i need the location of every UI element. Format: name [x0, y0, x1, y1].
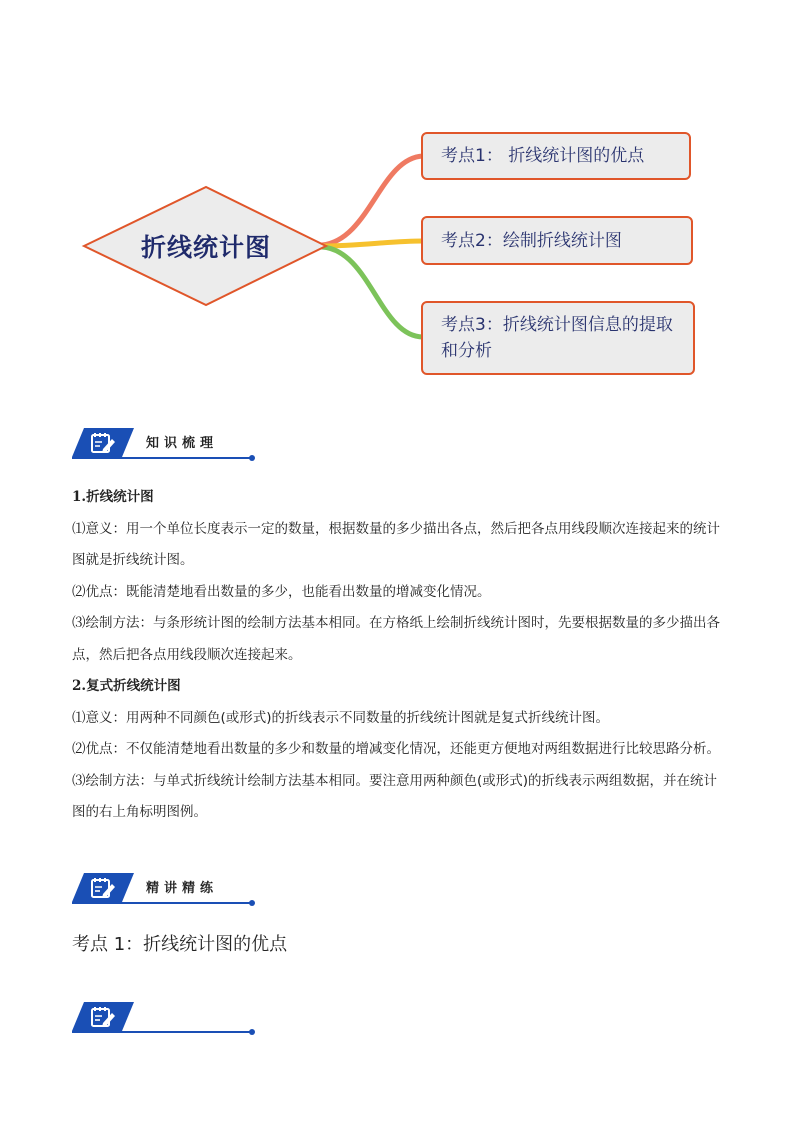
knowledge-paragraph: ⑶绘制方法：与条形统计图的绘制方法基本相同。在方格纸上绘制折线统计图时，先要根据数量的多少描出各点，然后把各点用线段顺次连接起来。	[72, 615, 720, 663]
section-tab	[72, 428, 134, 457]
branch-1	[322, 156, 423, 245]
notepad-pencil-icon	[90, 432, 116, 454]
section-header-practice	[72, 873, 254, 909]
section-underline-dot	[249, 900, 255, 906]
knowledge-heading-2: 2.复式折线统计图	[72, 678, 181, 694]
topic-box-1	[421, 132, 691, 180]
branch-3	[322, 247, 423, 337]
notepad-pencil-icon	[90, 877, 116, 899]
section-tab	[72, 1002, 134, 1031]
notepad-pencil-icon	[90, 1006, 116, 1028]
knowledge-paragraph: ⑴意义：用两种不同颜色(或形式)的折线表示不同数量的折线统计图就是复式折线统计图。	[72, 709, 610, 726]
knowledge-paragraph: ⑵优点：既能清楚地看出数量的多少，也能看出数量的增减变化情况。	[72, 583, 491, 600]
section-underline	[72, 902, 252, 904]
section-tab	[72, 873, 134, 902]
section-underline	[72, 1031, 252, 1033]
section-header-third	[72, 1002, 254, 1038]
topic-box-3	[421, 301, 695, 375]
topic-label-1: 考点1： 折线统计图的优点	[441, 146, 645, 166]
topic-box-2	[421, 216, 693, 265]
mind-map	[0, 0, 794, 400]
knowledge-paragraph: ⑴意义：用一个单位长度表示一定的数量，根据数量的多少描出各点，然后把各点用线段顺次连接起来的统计图就是折线统计图。	[72, 520, 720, 568]
center-topic: 折线统计图	[140, 233, 271, 262]
topic-label-3: 考点3：折线统计图信息的提取和分析	[441, 315, 673, 361]
topic-label-2: 考点2：绘制折线统计图	[441, 230, 622, 251]
section-underline	[72, 457, 252, 459]
point-title: 考点 1：折线统计图的优点	[72, 934, 288, 955]
section-header-knowledge	[72, 428, 254, 464]
section-underline-dot	[249, 455, 255, 461]
knowledge-content	[72, 482, 724, 829]
section-title: 知识梳理	[146, 436, 219, 451]
knowledge-paragraph: ⑶绘制方法：与单式折线统计绘制方法基本相同。要注意用两种颜色(或形式)的折线表示两组数据，并在统计图的右上角标明图例。	[72, 772, 718, 820]
section-title: 精讲精练	[146, 881, 219, 896]
section-underline-dot	[249, 1029, 255, 1035]
knowledge-heading-1: 1.折线统计图	[72, 489, 154, 505]
knowledge-paragraph: ⑵优点：不仅能清楚地看出数量的多少和数量的增减变化情况，还能更方便地对两组数据进行比较思路分析。	[72, 741, 720, 757]
